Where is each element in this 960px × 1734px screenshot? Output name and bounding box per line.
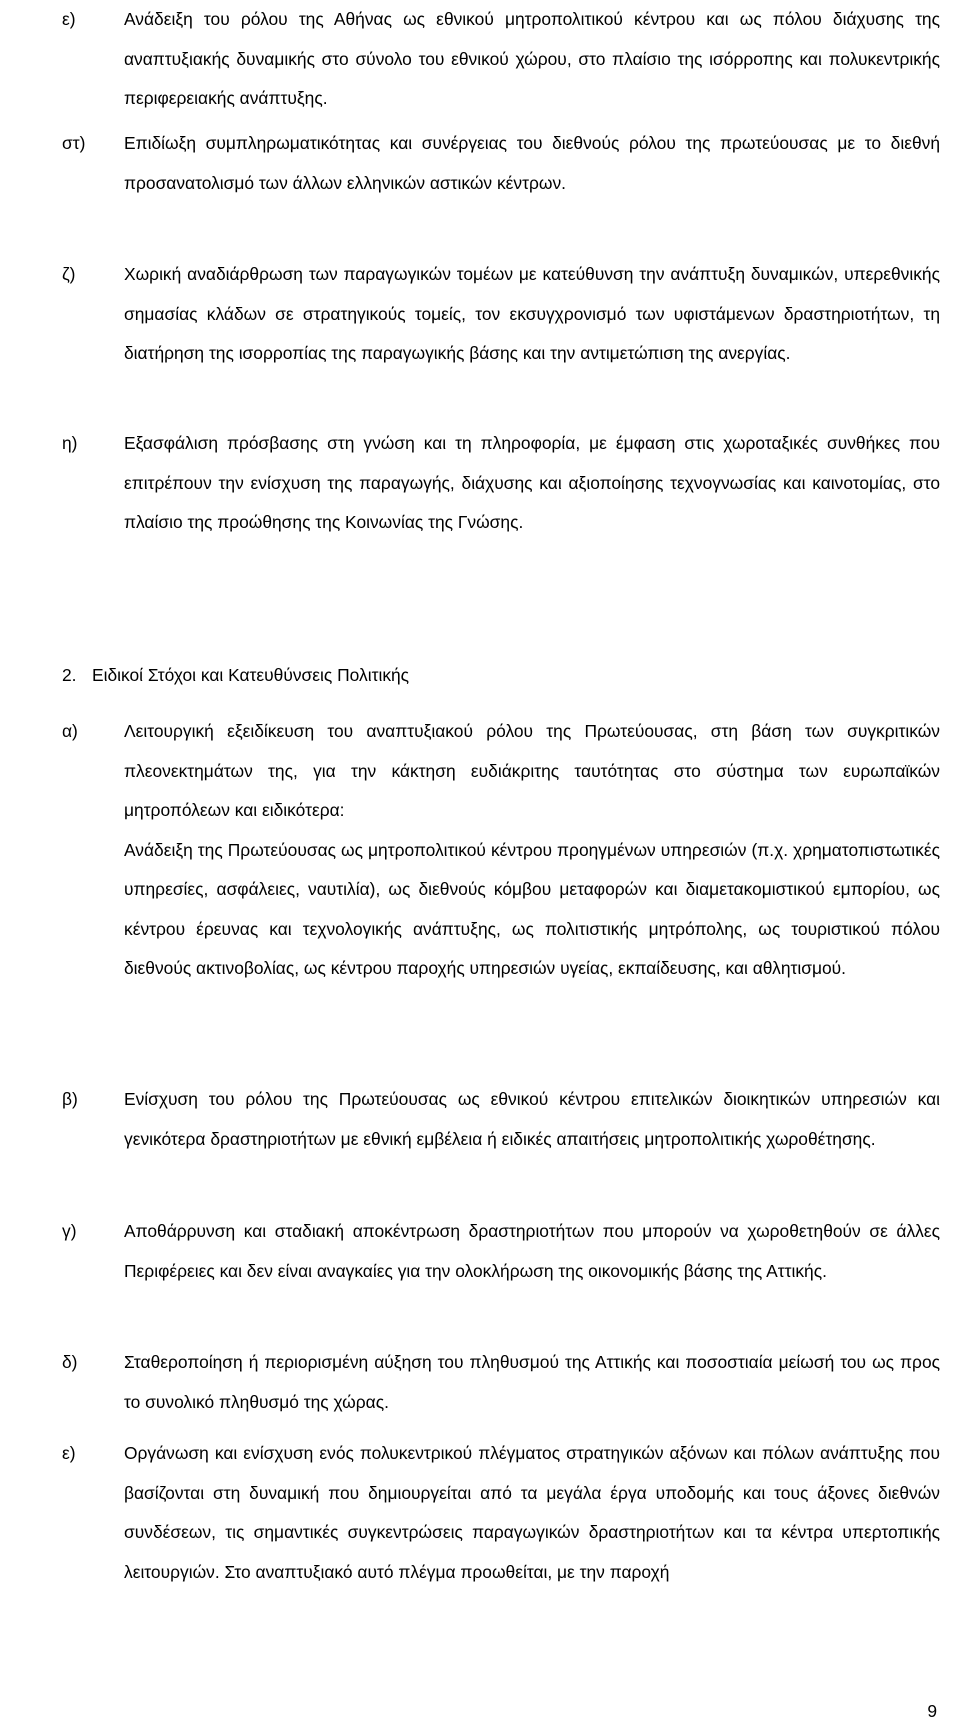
list-item-text: Σταθεροποίηση ή περιορισμένη αύξηση του πληθυσμού της Αττικής και ποσοστιαία μείωσή του ως προς το συνολικό πληθυσμό της χώρας. xyxy=(124,1352,940,1412)
section-title: Ειδικοί Στόχοι και Κατευθύνσεις Πολιτικής xyxy=(92,665,410,685)
list-item-alpha xyxy=(62,712,940,989)
section-number: 2. xyxy=(62,665,77,685)
list-item-label: γ) xyxy=(62,1221,77,1241)
section-heading xyxy=(62,656,409,696)
list-item-label: β) xyxy=(62,1089,78,1109)
list-item-eta xyxy=(62,424,940,543)
list-item-beta xyxy=(62,1080,940,1159)
list-item-text: Χωρική αναδιάρθρωση των παραγωγικών τομέων με κατεύθυνση την ανάπτυξη δυναμικών, υπερεθνικής σημασίας κλάδων σε στρατηγικούς τομείς, τον εκσυγχρονισμό των υφιστάμενων δραστηριοτήτων, τη διατήρηση της ισορροπίας της παραγωγικής βάσης και την αντιμετώπιση της ανεργίας. xyxy=(124,264,940,363)
list-item-delta xyxy=(62,1343,940,1422)
list-item-gamma xyxy=(62,1212,940,1291)
page-number: 9 xyxy=(927,1701,937,1721)
list-item-label: δ) xyxy=(62,1352,78,1372)
list-item-zeta xyxy=(62,255,940,374)
list-item-text: Επιδίωξη συμπληρωματικότητας και συνέργειας του διεθνούς ρόλου της πρωτεύουσας με το διεθνή προσανατολισμό των άλλων ελληνικών αστικών κέντρων. xyxy=(124,133,940,193)
list-item-label: στ) xyxy=(62,133,86,153)
list-item-text: Λειτουργική εξειδίκευση του αναπτυξιακού ρόλου της Πρωτεύουσας, στη βάση των συγκριτικών πλεονεκτημάτων της, για την κάκτηση ευδιάκριτης ταυτότητας στο σύστημα των ευρωπαϊκών μητροπόλεων και ειδικότερα: xyxy=(124,721,940,820)
list-item-text: Ανάδειξη του ρόλου της Αθήνας ως εθνικού μητροπολιτικού κέντρου και ως πόλου διάχυσης της αναπτυξιακής δυναμικής στο σύνολο του εθνικού χώρου, στο πλαίσιο της ισόρροπης και πολυκεντρικής περιφερειακής ανάπτυξης. xyxy=(124,9,940,108)
list-item-text: Ενίσχυση του ρόλου της Πρωτεύουσας ως εθνικού κέντρου επιτελικών διοικητικών υπηρεσιών και γενικότερα δραστηριοτήτων με εθνική εμβέλεια ή ειδικές απαιτήσεις μητροπολιτικής χωροθέτησης. xyxy=(124,1089,940,1149)
list-item-epsilon xyxy=(62,0,940,119)
list-item-label: η) xyxy=(62,433,78,453)
list-item-text: Ανάδειξη της Πρωτεύουσας ως μητροπολιτικού κέντρου προηγμένων υπηρεσιών (π.χ. χρηματοπιστωτικές υπηρεσίες, ασφάλειες, ναυτιλία), ως διεθνούς κόμβου μεταφορών και διαμετακομιστικού εμπορίου, ως κέντρου έρευνας και τεχνολογικής ανάπτυξης, ως πολιτιστικής μητρόπολης, ως τουριστικού πόλου διεθνούς ακτινοβολίας, ως κέντρου παροχής υπηρεσιών υγείας, εκπαίδευσης, και αθλητισμού. xyxy=(124,839,940,978)
list-item-text: Οργάνωση και ενίσχυση ενός πολυκεντρικού πλέγματος στρατηγικών αξόνων και πόλων ανάπτυξης που βασίζονται στη δυναμική που δημιουργείται από τα μεγάλα έργα υποδομής και τους άξονες διεθνών συνδέσεων, τις σημαντικές συγκεντρώσεις παραγωγικών δραστηριοτήτων και τα κέντρα υπερτοπικής λειτουργιών. Στο αναπτυξιακό αυτό πλέγμα προωθείται, με την παροχή xyxy=(124,1443,940,1582)
list-item-text: Εξασφάλιση πρόσβασης στη γνώση και τη πληροφορία, με έμφαση στις χωροταξικές συνθήκες που επιτρέπουν την ενίσχυση της παραγωγής, διάχυσης και αξιοποίησης τεχνογνωσίας και καινοτομίας, στο πλαίσιο της προώθησης της Κοινωνίας της Γνώσης. xyxy=(124,433,940,532)
list-item-st xyxy=(62,124,940,203)
list-item-epsilon-2 xyxy=(62,1434,940,1592)
list-item-label: ε) xyxy=(62,1443,76,1463)
list-item-label: ε) xyxy=(62,9,76,29)
list-item-label: ζ) xyxy=(62,264,76,284)
list-item-text: Αποθάρρυνση και σταδιακή αποκέντρωση δραστηριοτήτων που μπορούν να χωροθετηθούν σε άλλες Περιφέρειες και δεν είναι αναγκαίες για την ολοκλήρωση της οικονομικής βάσης της Αττικής. xyxy=(124,1221,940,1281)
list-item-label: α) xyxy=(62,721,78,741)
